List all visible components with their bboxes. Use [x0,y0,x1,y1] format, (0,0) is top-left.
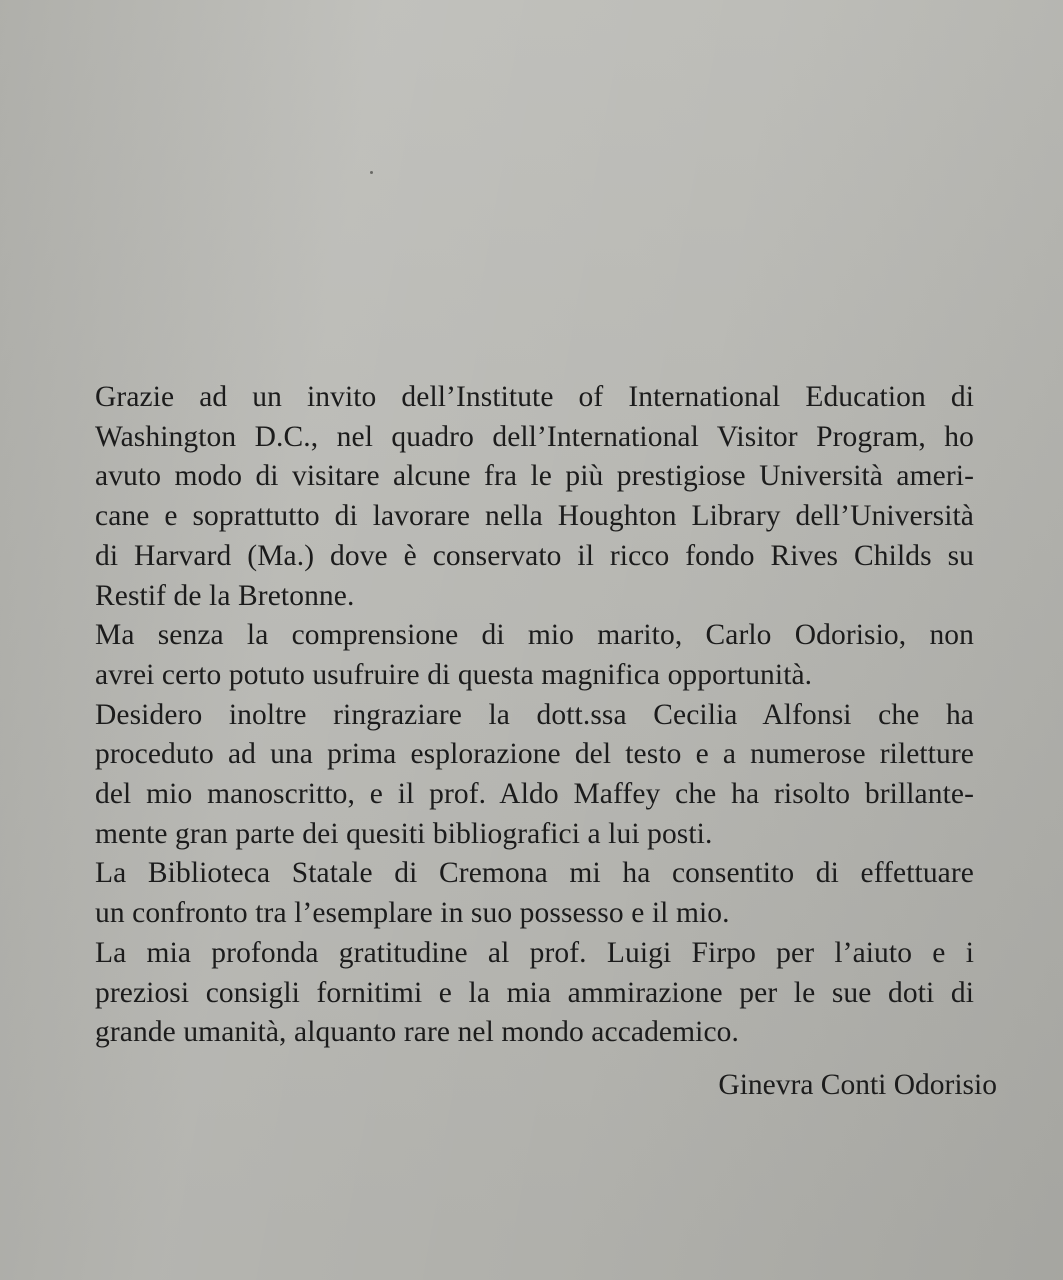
text-line: La Biblioteca Statale di Cremona mi ha consentito di effettuare [95,857,974,890]
paper-speck [370,171,373,174]
text-line: mente gran parte dei quesiti bibliografici a lui posti. [95,817,713,850]
text-line: preziosi consigli fornitimi e la mia ammirazione per le sue doti di [95,976,974,1009]
text-line: del mio manoscritto, e il prof. Aldo Maffey che ha risolto brillante- [95,778,974,811]
paragraph-1 [37,378,974,616]
text-line: proceduto ad una prima esplorazione del testo e a numerose riletture [95,738,974,771]
acknowledgements-text [37,378,974,1053]
author-signature: Ginevra Conti Odorisio [718,1069,997,1101]
text-line: avrei certo potuto usufruire di questa magnifica opportunità. [95,658,813,691]
paragraph-2 [37,616,974,695]
paragraph-5 [37,934,974,1053]
text-line: grande umanità, alquanto rare nel mondo accademico. [95,1016,739,1049]
text-line: un confronto tra l’esemplare in suo possesso e il mio. [95,897,730,930]
paragraph-4 [37,854,974,933]
text-line: Washington D.C., nel quadro dell’International Visitor Program, ho [95,420,974,453]
text-line: Desidero inoltre ringraziare la dott.ssa Cecilia Alfonsi che ha [95,698,974,731]
text-line: di Harvard (Ma.) dove è conservato il ricco fondo Rives Childs su [95,539,974,572]
paragraph-3 [37,696,974,855]
text-line: Grazie ad un invito dell’Institute of International Education di [95,381,974,413]
text-line: La mia profonda gratitudine al prof. Luigi Firpo per l’aiuto e i [95,936,974,969]
text-line: cane e soprattutto di lavorare nella Houghton Library dell’Università [95,500,974,533]
text-line: Restif de la Bretonne. [95,579,355,612]
text-line: Ma senza la comprensione di mio marito, Carlo Odorisio, non [95,619,974,652]
text-line: avuto modo di visitare alcune fra le più prestigiose Università ameri- [95,460,974,493]
